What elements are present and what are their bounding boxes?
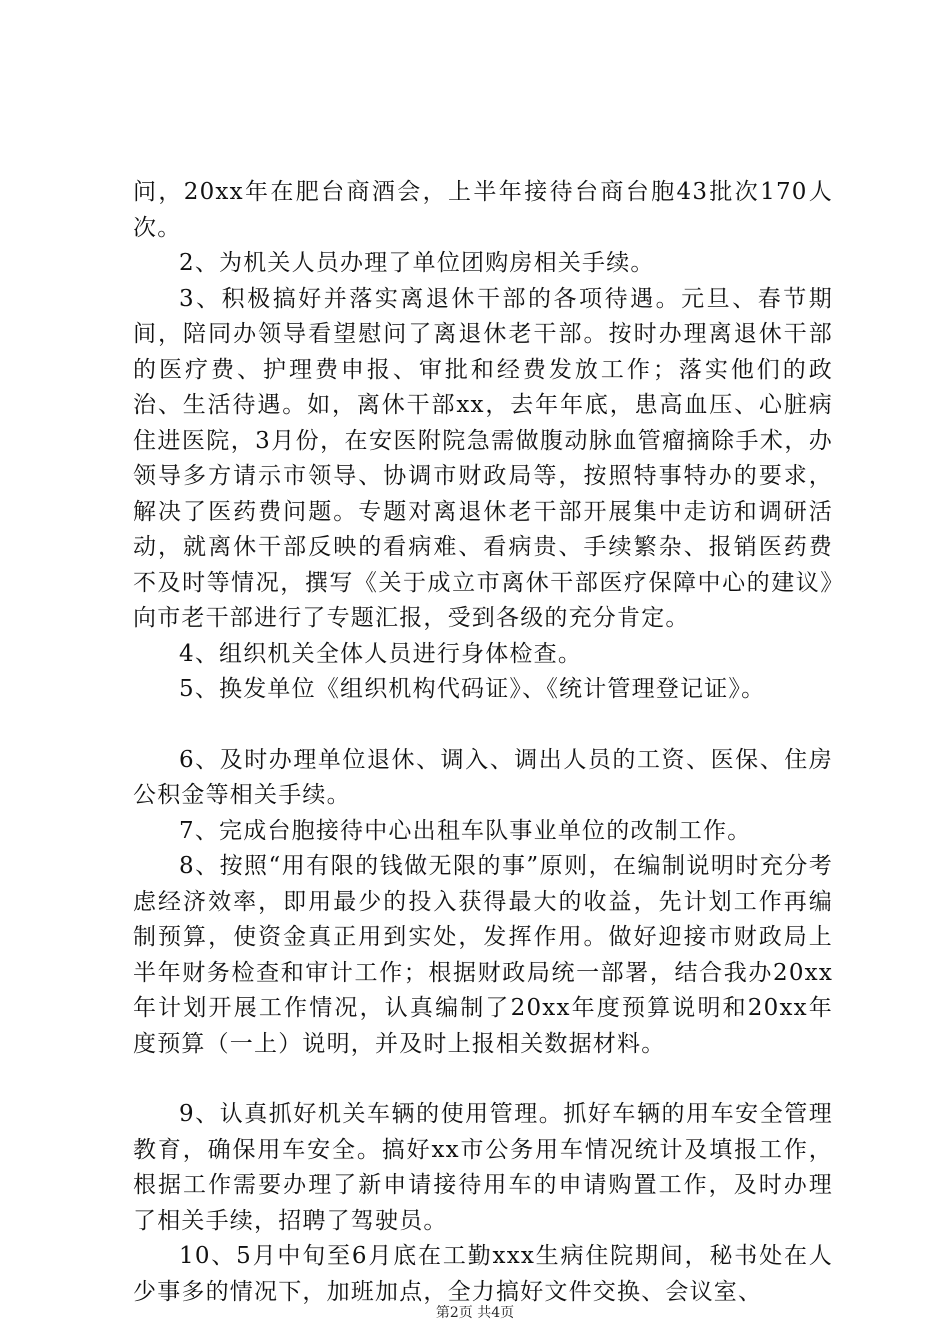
paragraph-item-5: 5、换发单位《组织机构代码证》、《统计管理登记证》。 (179, 676, 766, 702)
paragraph-item-8: 8、按照“用有限的钱做无限的事”原则，在编制说明时充分考虑经济效率，即用最少的投入获得最大的收益，先计划工作再编制预算，使资金真正用到实处，发挥作用。做好迎接市财政局上半年财务检查和审计工作；根据财政局统一部署，结合我办20xx年计划开展工作情况，认真编制了20xx年度预算说明和20xx年度预算（一上）说明，并及时上报相关数据材料。 (133, 853, 833, 1057)
paragraph-item-2: 2、为机关人员办理了单位团购房相关手续。 (179, 250, 655, 276)
paragraph-item-3: 3、积极搞好并落实离退休干部的各项待遇。元旦、春节期间，陪同办领导看望慰问了离退休老干部。按时办理离退休干部的医疗费、护理费申报、审批和经费发放工作；落实他们的政治、生活待遇。如，离休干部xx，去年年底，患高血压、心脏病住进医院，3月份，在安医附院急需做腹动脉血管瘤摘除手术，办领导多方请示市领导、协调市财政局等，按照特事特办的要求，解决了医药费问题。专题对离退休老干部开展集中走访和调研活动，就离休干部反映的看病难、看病贵、手续繁杂、报销医药费不及时等情况，撰写《关于成立市离休干部医疗保障中心的建议》向市老干部进行了专题汇报，受到各级的充分肯定。 (133, 285, 833, 631)
page-footer: 第2页 共4页 (435, 1305, 515, 1321)
paragraph-item-6: 6、及时办理单位退休、调入、调出人员的工资、医保、住房公积金等相关手续。 (133, 746, 833, 808)
paragraph-item-4: 4、组织机关全体人员进行身体检查。 (179, 640, 583, 667)
paragraph-item-7: 7、完成台胞接待中心出租车队事业单位的改制工作。 (179, 817, 752, 844)
paragraph-item-9: 9、认真抓好机关车辆的使用管理。抓好车辆的用车安全管理教育，确保用车安全。搞好xx市公务用车情况统计及填报工作，根据工作需要办理了新申请接待用车的申请购置工作，及时办理了相关手续，招聘了驾驶员。 (133, 1101, 833, 1234)
paragraph-continuation: 问，20xx年在肥台商酒会，上半年接待台商台胞43批次170人次。 (133, 179, 833, 241)
document-body (133, 175, 833, 1310)
paragraph-item-10: 10、5月中旬至6月底在工勤xxx生病住院期间，秘书处在人少事多的情况下，加班加点，全力搞好文件交换、会议室、 (133, 1243, 833, 1305)
